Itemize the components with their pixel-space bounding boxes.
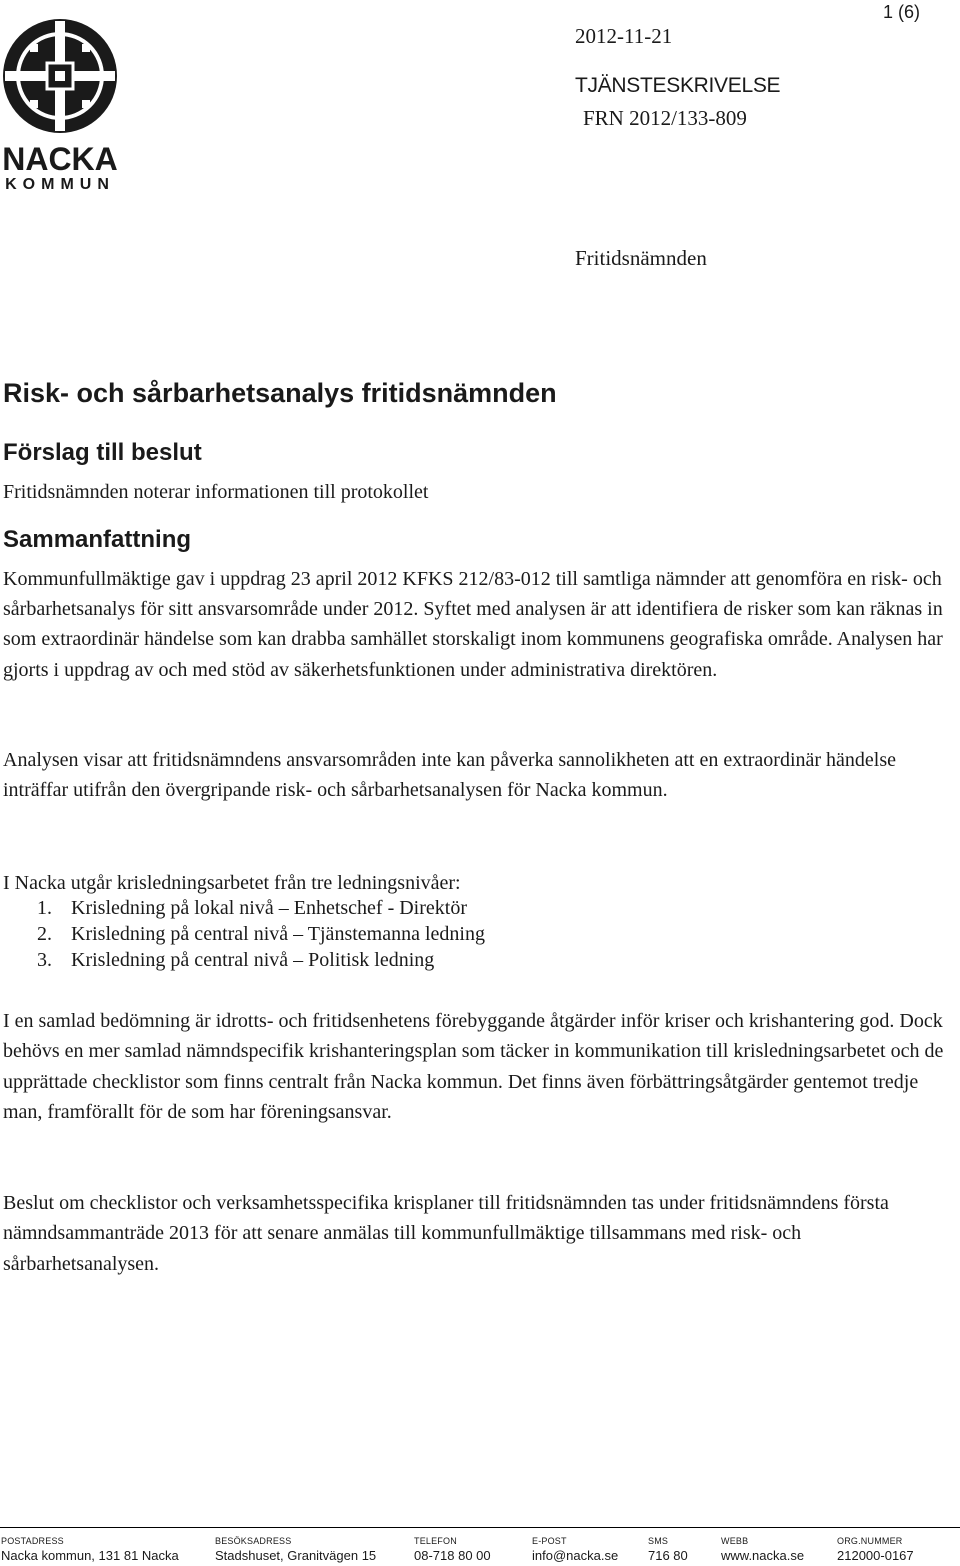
footer-email: info@nacka.se	[532, 1548, 619, 1563]
footer-visiting-address: Stadshuset, Granitvägen 15	[215, 1548, 377, 1563]
summary-paragraph-3: I en samlad bedömning är idrotts- och fritidsenhetens förebyggande åtgärder inför kriser och krishantering god. Dock behövs en mer samlad nämndspecifik krishanteringsplan som täcker in kommunikation till krisledningsarbetet och de upprättade checklistor som finns centralt från Nacka kommun. Det finns även förbättringsåtgärder gentemot tredje man, framförallt för de som har föreningsansvar.	[3, 1010, 944, 1123]
document-date: 2012-11-21	[575, 24, 673, 48]
footer-label-postal-address: POSTADRESS	[1, 1536, 64, 1546]
reference-number: FRN 2012/133-809	[583, 106, 747, 130]
footer-label-web: WEBB	[721, 1536, 749, 1546]
summary-paragraph-1: Kommunfullmäktige gav i uppdrag 23 april 2012 KFKS 212/83-012 till samtliga nämnder att genomföra en risk- och sårbarhetsanalys för sitt ansvarsområde under 2012. Syftet med analysen är att identifiera de risker som kan räknas in som extraordinär händelse som kan drabba samhället storskaligt inom kommunens geografiska område. Analysen har gjorts i uppdrag av och med stöd av säkerhetsfunktionen under administrativa direktören.	[3, 568, 943, 681]
list-item-number: 3.	[37, 949, 52, 971]
footer-postal-address: Nacka kommun, 131 81 Nacka	[1, 1548, 179, 1563]
footer-label-org-number: ORG.NUMMER	[837, 1536, 903, 1546]
list-item	[3, 921, 485, 947]
document-title: Risk- och sårbarhetsanalys fritidsnämnden	[3, 378, 557, 408]
footer-phone: 08-718 80 00	[414, 1548, 491, 1563]
list-item	[3, 895, 485, 921]
list-item-text: Krisledning på central nivå – Tjänstemanna ledning	[71, 923, 485, 945]
summary-paragraph-2: Analysen visar att fritidsnämndens ansvarsområden inte kan påverka sannolikheten att en extraordinär händelse inträffar utifrån den övergripande risk- och sårbarhetsanalysen för Nacka kommun.	[3, 749, 897, 802]
leadership-levels-list	[3, 895, 485, 973]
nacka-kommun-logo	[0, 18, 122, 190]
proposal-text: Fritidsnämnden noterar informationen till protokollet	[3, 481, 429, 503]
footer-label-email: E-POST	[532, 1536, 567, 1546]
footer-org-number: 212000-0167	[837, 1548, 914, 1563]
page-number: 1 (6)	[882, 2, 920, 22]
summary-heading: Sammanfattning	[3, 526, 192, 553]
nacka-emblem-icon	[0, 18, 122, 190]
proposal-heading: Förslag till beslut	[3, 439, 202, 466]
levels-intro: I Nacka utgår krisledningsarbetet från tre ledningsnivåer:	[3, 872, 461, 894]
logo-name: NACKA	[2, 141, 118, 177]
document-type: TJÄNSTESKRIVELSE	[575, 74, 781, 97]
recipient: Fritidsnämnden	[575, 246, 707, 270]
list-item-text: Krisledning på lokal nivå – Enhetschef - Direktör	[71, 897, 467, 919]
summary-paragraph-4: Beslut om checklistor och verksamhetsspecifika krisplaner till fritidsnämnden tas under fritidsnämndens första nämndsammanträde 2013 för att senare anmälas till kommunfullmäktige tillsammans med risk- och sårbarhetsanalysen.	[3, 1192, 889, 1275]
list-item	[3, 947, 485, 973]
footer-sms: 716 80	[648, 1548, 688, 1563]
list-item-text: Krisledning på central nivå – Politisk ledning	[71, 949, 435, 971]
footer-label-sms: SMS	[648, 1536, 669, 1546]
footer-web: www.nacka.se	[721, 1548, 805, 1563]
list-item-number: 1.	[37, 897, 52, 919]
list-item-number: 2.	[37, 923, 52, 945]
footer-divider	[0, 1527, 960, 1528]
logo-sub: KOMMUN	[5, 176, 115, 190]
footer-label-visiting-address: BESÖKSADRESS	[215, 1536, 292, 1546]
footer-label-phone: TELEFON	[414, 1536, 457, 1546]
